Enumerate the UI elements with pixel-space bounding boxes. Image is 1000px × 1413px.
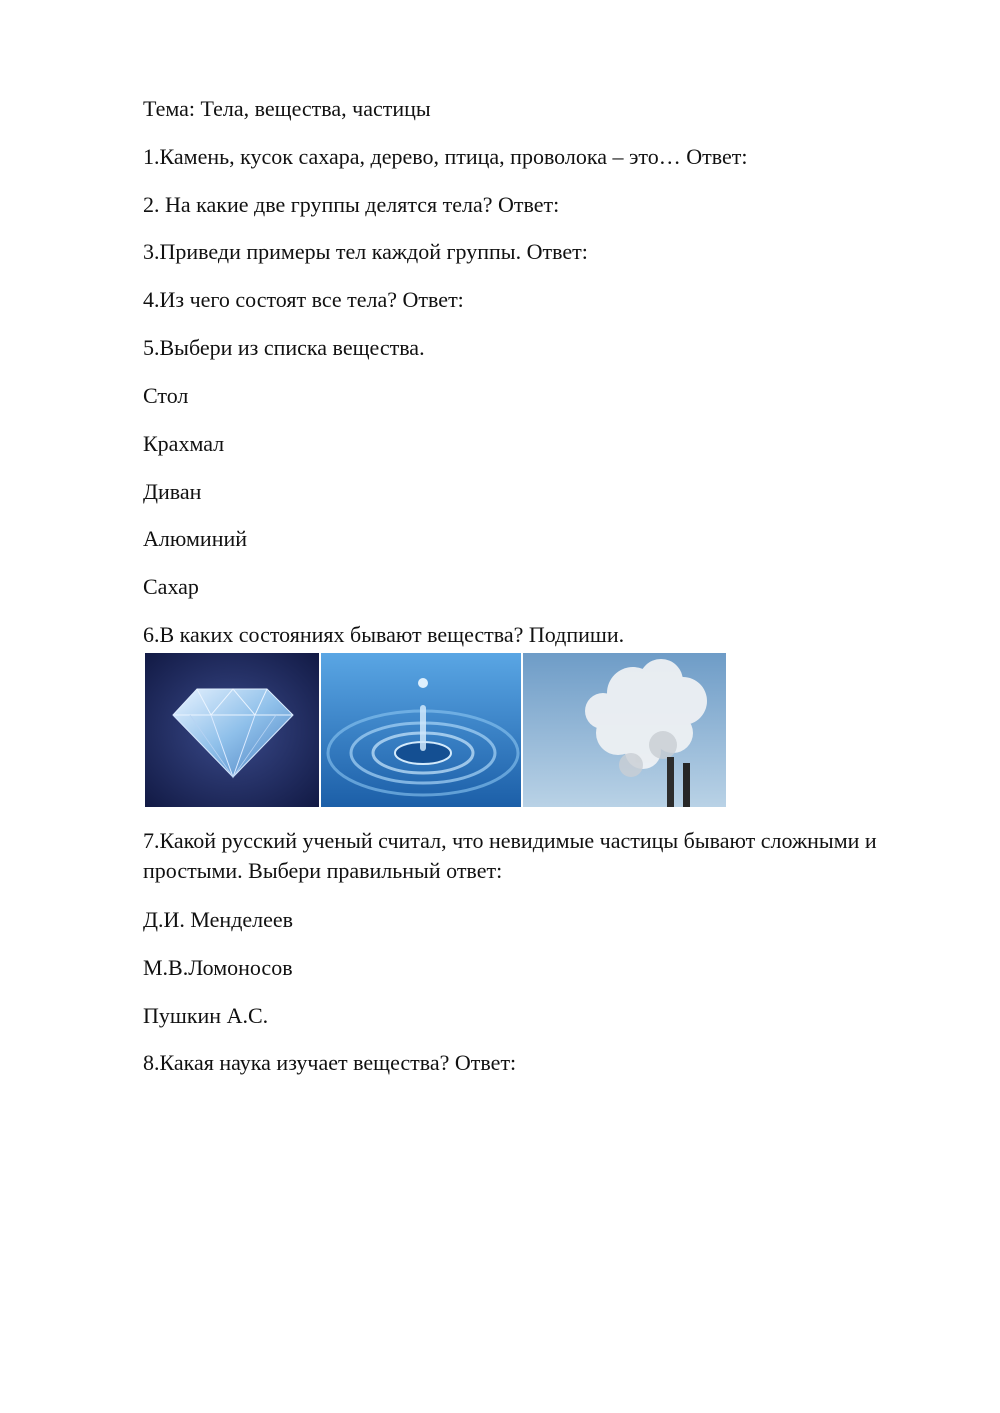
option-sugar[interactable]: Сахар (143, 574, 199, 599)
water-drop-photo (321, 653, 521, 807)
question-5: 5.Выбери из списка вещества. (143, 335, 425, 360)
question-1: 1.Камень, кусок сахара, дерево, птица, проволока – это… Ответ: (143, 144, 748, 169)
option-aluminium[interactable]: Алюминий (143, 526, 248, 551)
question-8: 8.Какая наука изучает вещества? Ответ: (143, 1050, 517, 1075)
option-lomonosov[interactable]: М.В.Ломоносов (143, 955, 293, 980)
option-table[interactable]: Стол (143, 383, 189, 408)
question-6: 6.В каких состояниях бывают вещества? Подпиши. (143, 622, 625, 647)
diamond-photo (145, 653, 319, 807)
question-4: 4.Из чего состоят все тела? Ответ: (143, 287, 464, 312)
option-pushkin[interactable]: Пушкин А.С. (143, 1003, 269, 1028)
worksheet-title: Тема: Тела, вещества, частицы (143, 96, 431, 121)
question-3: 3.Приведи примеры тел каждой группы. Ответ: (143, 239, 588, 264)
question-2: 2. На какие две группы делятся тела? Ответ: (143, 192, 560, 217)
option-sofa[interactable]: Диван (143, 479, 202, 504)
question-7: 7.Какой русский ученый считал, что невидимые частицы бывают сложными и простыми. Выбери правильный ответ: (143, 828, 877, 883)
smoke-stacks-photo (523, 653, 726, 807)
option-mendeleev[interactable]: Д.И. Менделеев (143, 907, 294, 932)
states-of-matter-images (145, 653, 726, 807)
option-starch[interactable]: Крахмал (143, 431, 225, 456)
